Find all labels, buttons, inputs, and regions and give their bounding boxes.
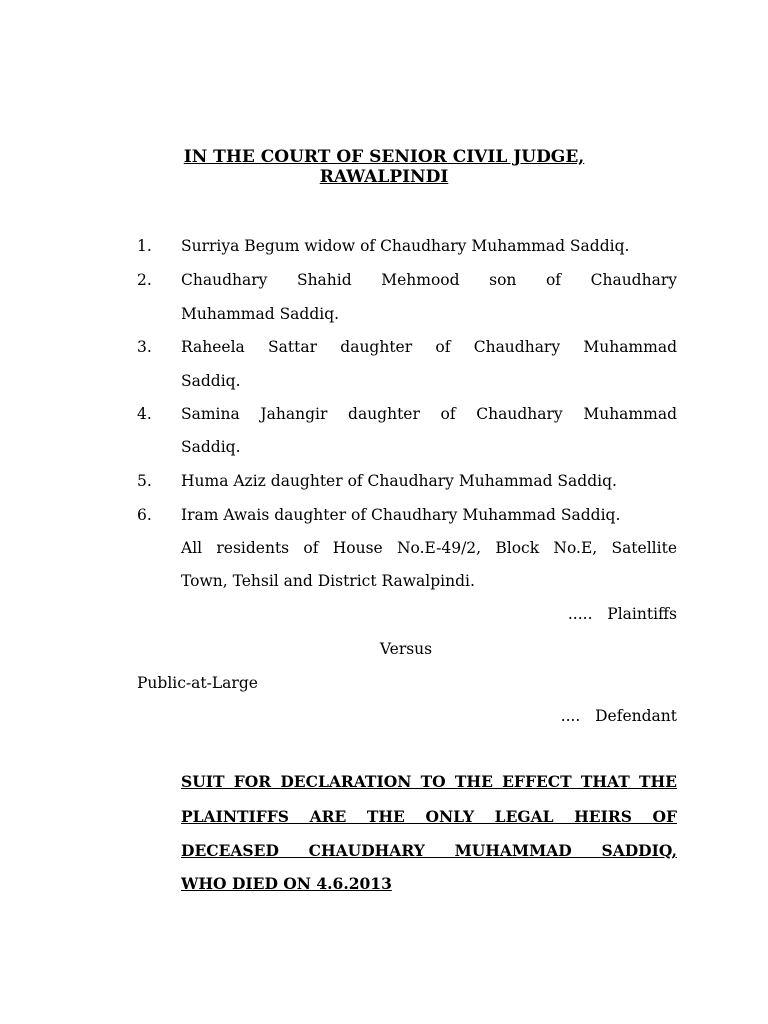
plaintiff-number: 6. <box>137 506 152 524</box>
plaintiff-number: 4. <box>137 405 152 423</box>
suit-heading-line4: WHO DIED ON 4.6.2013 <box>181 874 392 893</box>
versus-label: Versus <box>379 640 433 658</box>
plaintiff-number: 1. <box>137 237 152 255</box>
plaintiff-number: 2. <box>137 271 152 289</box>
plaintiff-line: Surriya Begum widow of Chaudhary Muhammad Saddiq. <box>181 237 630 255</box>
plaintiff-line: Iram Awais daughter of Chaudhary Muhammad Saddiq. <box>181 506 621 524</box>
defendant-label: .... Defendant <box>560 707 677 725</box>
plaintiff-line: Saddiq. <box>181 372 241 390</box>
plaintiff-line: Raheela Sattar daughter of Chaudhary Muhammad <box>181 338 677 356</box>
court-title-line2: RAWALPINDI <box>319 167 449 187</box>
defendant-name: Public-at-Large <box>137 674 258 692</box>
court-title-line1: IN THE COURT OF SENIOR CIVIL JUDGE, <box>183 147 585 167</box>
plaintiff-line: Samina Jahangir daughter of Chaudhary Muhammad <box>181 405 677 423</box>
plaintiff-line: Huma Aziz daughter of Chaudhary Muhammad Saddiq. <box>181 472 617 490</box>
suit-heading-line2: PLAINTIFFS ARE THE ONLY LEGAL HEIRS OF <box>181 807 677 826</box>
plaintiff-line: Saddiq. <box>181 438 241 456</box>
residence-line1: All residents of House No.E-49/2, Block No.E, Satellite <box>181 539 677 557</box>
suit-heading-line1: SUIT FOR DECLARATION TO THE EFFECT THAT THE <box>181 772 677 791</box>
plaintiffs-label: ..... Plaintiffs <box>567 605 677 623</box>
plaintiff-line: Muhammad Saddiq. <box>181 305 340 323</box>
plaintiff-number: 5. <box>137 472 152 490</box>
suit-heading-line3: DECEASED CHAUDHARY MUHAMMAD SADDIQ, <box>181 841 677 860</box>
plaintiff-line: Chaudhary Shahid Mehmood son of Chaudhary <box>181 271 677 289</box>
plaintiff-number: 3. <box>137 338 152 356</box>
residence-line2: Town, Tehsil and District Rawalpindi. <box>181 572 475 590</box>
